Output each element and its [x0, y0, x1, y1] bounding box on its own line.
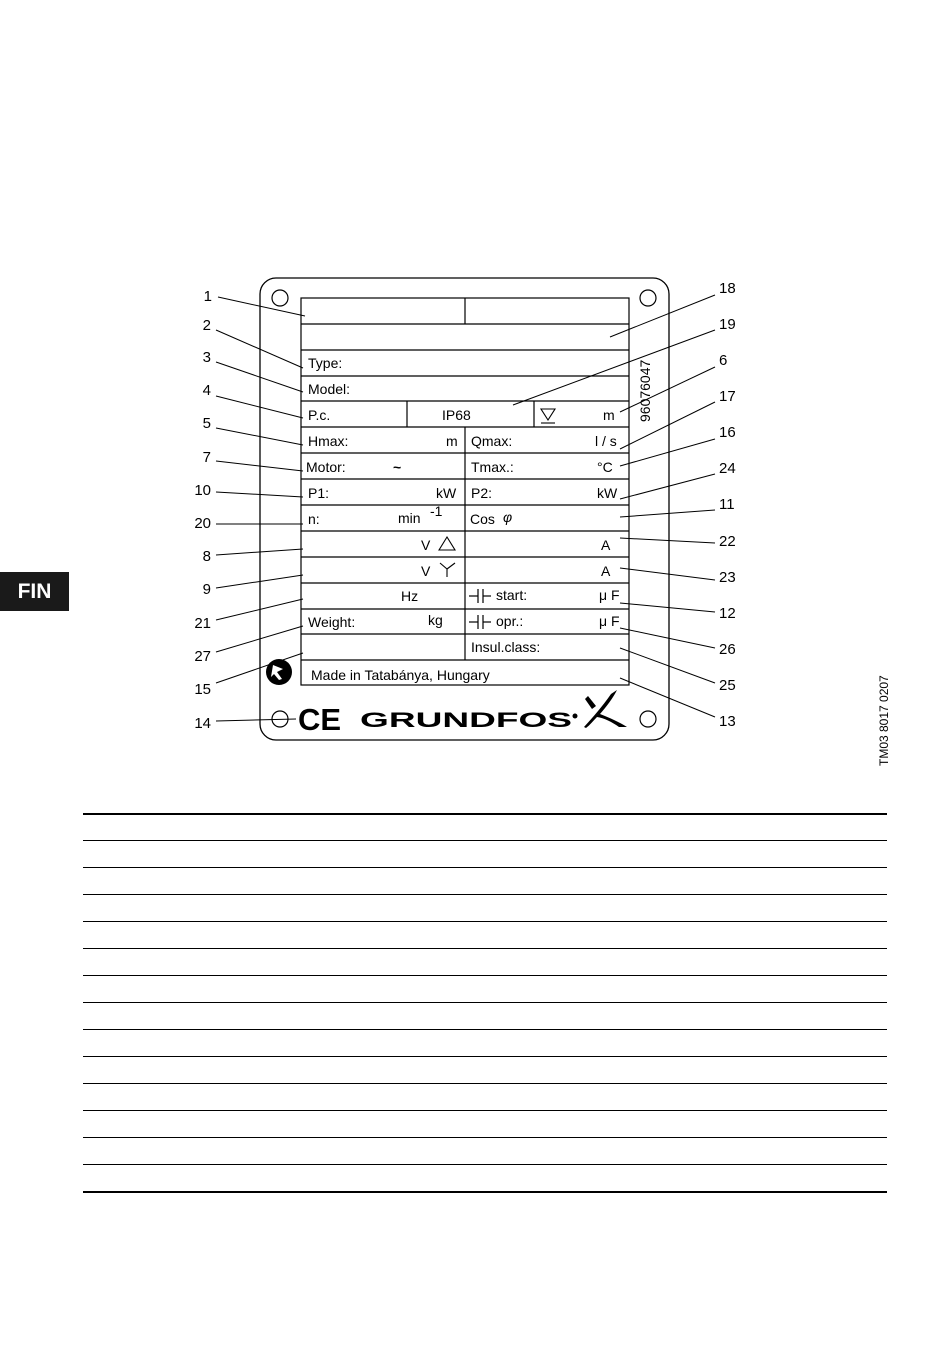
callout-number: 4 — [202, 382, 211, 399]
callout-number: 27 — [194, 648, 211, 665]
callout-number: 22 — [719, 533, 736, 550]
pc-label: P.c. — [308, 407, 331, 423]
callout-number: 26 — [719, 641, 736, 658]
hz-unit: Hz — [401, 588, 419, 604]
plate-serial-number: 96076047 — [637, 359, 653, 422]
ip-rating: IP68 — [442, 407, 471, 423]
qmax-unit: l / s — [595, 433, 617, 449]
empty-legend-table — [83, 813, 887, 1193]
motor-ac-symbol: ~ — [393, 459, 402, 475]
p1-label: P1: — [308, 485, 330, 501]
callout-number: 25 — [719, 677, 736, 694]
v-delta-unit: V — [421, 537, 431, 553]
callout-number: 19 — [719, 316, 736, 333]
table-rule — [83, 1029, 887, 1056]
callout-number: 13 — [719, 713, 736, 730]
tmax-label: Tmax.: — [471, 459, 514, 475]
cos-phi-symbol: φ — [503, 509, 513, 525]
table-rule — [83, 840, 887, 867]
mounting-hole-top-left — [272, 290, 288, 306]
p2-label: P2: — [471, 485, 493, 501]
mounting-hole-top-right — [640, 290, 656, 306]
hmax-unit: m — [446, 433, 458, 449]
type-label: Type: — [308, 355, 343, 371]
weight-label: Weight: — [308, 614, 356, 630]
cos-label: Cos — [470, 511, 495, 527]
insulation-class-label: Insul.class: — [471, 639, 541, 655]
amps-unit-star: A — [601, 563, 611, 579]
table-rule — [83, 1002, 887, 1029]
callout-number: 14 — [194, 715, 211, 732]
callout-number: 21 — [194, 615, 211, 632]
callout-number: 5 — [202, 415, 211, 432]
table-rule — [83, 975, 887, 1002]
table-rule — [83, 1137, 887, 1164]
callout-number: 10 — [194, 482, 211, 499]
table-rule — [83, 867, 887, 894]
table-rule — [83, 1083, 887, 1110]
callout-number: 2 — [202, 317, 211, 334]
callout-number: 6 — [719, 352, 728, 369]
callout-number: 15 — [194, 681, 211, 698]
start-unit: μ F — [599, 587, 620, 603]
capacitor-opr-icon — [469, 615, 491, 629]
callout-number: 7 — [202, 449, 211, 466]
model-label: Model: — [308, 381, 351, 397]
star-connection-icon — [440, 563, 455, 577]
callout-number: 12 — [719, 605, 736, 622]
qmax-label: Qmax: — [471, 433, 513, 449]
made-in-text: Made in Tatabánya, Hungary — [311, 667, 490, 683]
motor-label: Motor: — [306, 459, 346, 475]
table-rule — [83, 921, 887, 948]
table-rule — [83, 1056, 887, 1083]
approval-mark-icon — [266, 659, 292, 685]
n-label: n: — [308, 511, 320, 527]
v-star-unit: V — [421, 563, 431, 579]
callout-number: 23 — [719, 569, 736, 586]
start-label: start: — [496, 587, 528, 603]
callout-number: 9 — [202, 581, 211, 598]
table-rule — [83, 948, 887, 975]
callout-number: 24 — [719, 460, 736, 477]
grundfos-logo-icon — [573, 690, 628, 728]
table-rule — [83, 1164, 887, 1191]
amps-unit-delta: A — [601, 537, 611, 553]
table-rule — [83, 894, 887, 921]
delta-connection-icon — [439, 537, 455, 550]
tmax-unit: °C — [597, 459, 613, 475]
language-tab-fin: FIN — [0, 572, 69, 611]
table-rule — [83, 1110, 887, 1137]
callout-number: 17 — [719, 388, 736, 405]
figure-code: TM03 8017 0207 — [877, 675, 891, 766]
opr-unit: μ F — [599, 613, 620, 629]
callout-number: 16 — [719, 424, 736, 441]
depth-unit: m — [603, 407, 615, 423]
mounting-hole-bottom-right — [640, 711, 656, 727]
p1-unit: kW — [436, 485, 457, 501]
callout-number: 11 — [719, 496, 735, 513]
table-rule — [83, 1191, 887, 1193]
water-level-icon — [541, 409, 555, 423]
capacitor-start-icon — [469, 589, 491, 603]
callout-number: 1 — [203, 288, 212, 305]
hmax-label: Hmax: — [308, 433, 349, 449]
ce-mark: CE — [298, 702, 342, 737]
table-rule — [83, 813, 887, 840]
weight-unit: kg — [428, 612, 443, 628]
n-unit: min — [398, 510, 421, 526]
opr-label: opr.: — [496, 613, 524, 629]
callout-number: 8 — [202, 548, 211, 565]
callout-number: 20 — [194, 515, 211, 532]
callout-number: 3 — [202, 349, 211, 366]
grundfos-logo-text: GRUNDFOS — [360, 709, 572, 732]
n-exponent: -1 — [430, 503, 443, 519]
callout-number: 18 — [719, 280, 736, 297]
p2-unit: kW — [597, 485, 618, 501]
